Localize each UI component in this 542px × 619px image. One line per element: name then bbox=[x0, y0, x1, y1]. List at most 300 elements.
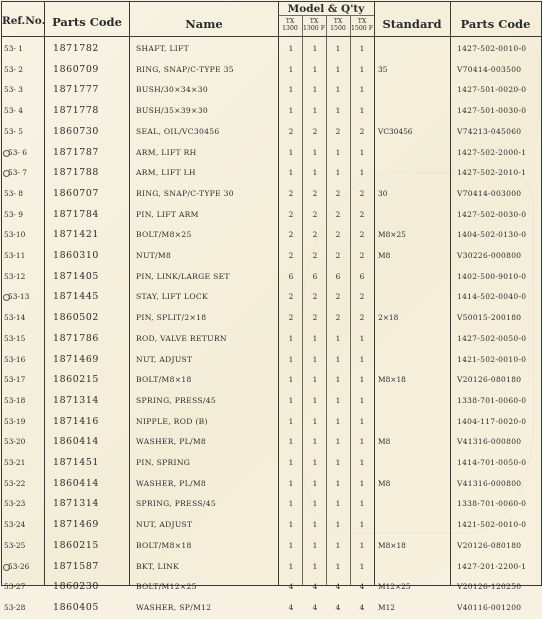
parts-code-cell: 1871778 bbox=[53, 105, 99, 117]
ref-no-cell: 53- 9 bbox=[4, 209, 23, 219]
parts-code-2-cell: 1338-701-0060-0 bbox=[457, 395, 527, 405]
qty-cell: 1 bbox=[312, 561, 318, 571]
model-2-line-1: TX bbox=[309, 18, 319, 25]
name-cell: BUSH/30×34×30 bbox=[136, 85, 208, 95]
qty-cell: 1 bbox=[335, 85, 341, 95]
parts-code-2-cell: V70414-003500 bbox=[457, 64, 522, 74]
parts-code-cell: 1860414 bbox=[53, 477, 99, 489]
parts-code-2-cell: 1421-502-0010-0 bbox=[457, 520, 527, 530]
qty-cell: 1 bbox=[288, 333, 294, 343]
ref-no-cell: 53-12 bbox=[4, 271, 26, 281]
ref-no-cell: 53-23 bbox=[4, 499, 26, 509]
parts-code-cell: 1871786 bbox=[53, 332, 99, 344]
standard-cell: M12×25 bbox=[378, 582, 411, 592]
standard-cell bbox=[378, 391, 446, 412]
parts-code-2-cell: 1421-502-0010-0 bbox=[457, 354, 527, 364]
qty-cell: 2 bbox=[288, 292, 294, 302]
table-row bbox=[2, 329, 541, 350]
table-row bbox=[2, 122, 541, 143]
qty-cell: 1 bbox=[312, 375, 318, 385]
table-row bbox=[2, 101, 541, 122]
qty-cell: 1 bbox=[288, 395, 294, 405]
qty-cell: 2 bbox=[312, 126, 318, 136]
table-row bbox=[2, 453, 541, 474]
qty-cell: 2 bbox=[335, 313, 341, 323]
qty-cell: 2 bbox=[288, 126, 294, 136]
parts-code-2-cell: V20126-120250 bbox=[457, 582, 522, 592]
ref-no-cell: 53-25 bbox=[4, 540, 26, 550]
standard-cell: M8 bbox=[378, 251, 391, 260]
model-3-line-2: 1500 bbox=[330, 25, 346, 32]
name-cell: WASHER, PL/M8 bbox=[136, 478, 207, 488]
standard-cell bbox=[378, 163, 446, 184]
name-cell: PIN, LINK/LARGE SET bbox=[136, 271, 230, 281]
standard-cell: VC30456 bbox=[378, 126, 413, 136]
header-model-3 bbox=[326, 18, 350, 32]
qty-cell: 1 bbox=[335, 64, 341, 74]
qty-cell: 2 bbox=[288, 251, 294, 260]
parts-code-2-cell: V40116-001200 bbox=[457, 602, 522, 612]
parts-code-cell: 1860215 bbox=[53, 539, 99, 551]
qty-cell: 1 bbox=[359, 561, 365, 571]
qty-cell: 4 bbox=[359, 582, 365, 592]
qty-cell: 1 bbox=[359, 499, 365, 509]
qty-cell: 1 bbox=[359, 375, 365, 385]
qty-cell: 2 bbox=[359, 292, 365, 302]
qty-cell: 1 bbox=[312, 499, 318, 509]
ref-no-cell: 53-18 bbox=[4, 395, 26, 405]
parts-code-2-cell: 1427-501-0030-0 bbox=[457, 106, 527, 116]
standard-cell: 35 bbox=[378, 64, 388, 74]
qty-cell: 1 bbox=[312, 478, 318, 488]
table-row bbox=[2, 246, 541, 267]
qty-cell: 1 bbox=[359, 437, 365, 447]
parts-code-2-cell: 1427-502-0030-0 bbox=[457, 209, 527, 219]
ref-no-cell: 53-14 bbox=[4, 313, 26, 323]
parts-code-2-cell: 1414-701-0050-0 bbox=[457, 458, 527, 467]
qty-cell: 2 bbox=[288, 209, 294, 219]
ref-no-cell: 53- 1 bbox=[4, 44, 23, 53]
model-header-rule bbox=[278, 15, 374, 16]
qty-cell: 1 bbox=[312, 44, 318, 53]
parts-code-cell: 1871777 bbox=[53, 84, 99, 96]
qty-cell: 2 bbox=[359, 313, 365, 323]
table-row bbox=[2, 184, 541, 205]
name-cell: WASHER, PL/M8 bbox=[136, 437, 207, 447]
qty-cell: 4 bbox=[312, 602, 318, 612]
ref-no-cell: 53- 4 bbox=[4, 106, 23, 116]
header-ref-no: Ref.No. bbox=[2, 15, 46, 27]
standard-cell bbox=[378, 39, 446, 60]
table-row bbox=[2, 267, 541, 288]
qty-cell: 1 bbox=[288, 499, 294, 509]
qty-cell: 1 bbox=[288, 375, 294, 385]
qty-cell: 1 bbox=[312, 437, 318, 447]
parts-code-2-cell: V30226-000800 bbox=[457, 251, 522, 260]
table-row bbox=[2, 370, 541, 391]
parts-code-cell: 1860709 bbox=[53, 63, 99, 75]
ref-no-cell: 53-20 bbox=[4, 437, 26, 447]
name-cell: ARM, LIFT LH bbox=[136, 168, 196, 178]
qty-cell: 1 bbox=[312, 85, 318, 95]
qty-cell: 1 bbox=[288, 106, 294, 116]
qty-cell: 2 bbox=[288, 230, 294, 240]
qty-cell: 1 bbox=[359, 147, 365, 157]
qty-cell: 4 bbox=[288, 602, 294, 612]
standard-cell: 30 bbox=[378, 188, 388, 198]
qty-cell: 1 bbox=[359, 416, 365, 426]
parts-code-2-cell: 1404-502-0130-0 bbox=[457, 230, 527, 240]
qty-cell: 1 bbox=[335, 106, 341, 116]
parts-code-2-cell: 1427-502-2000-1 bbox=[457, 147, 527, 157]
ref-no-cell: 53-19 bbox=[4, 416, 26, 426]
qty-cell: 1 bbox=[288, 64, 294, 74]
qty-cell: 1 bbox=[359, 333, 365, 343]
model-3-line-1: TX bbox=[333, 18, 343, 25]
qty-cell: 1 bbox=[288, 147, 294, 157]
header-bottom-rule bbox=[2, 36, 541, 37]
ref-no-cell: 53-10 bbox=[4, 230, 26, 240]
standard-cell bbox=[378, 267, 446, 288]
qty-cell: 2 bbox=[312, 209, 318, 219]
name-cell: ARM, LIFT RH bbox=[136, 147, 197, 157]
qty-cell: 2 bbox=[335, 230, 341, 240]
header-model-2 bbox=[302, 18, 326, 32]
header-model-1 bbox=[278, 18, 302, 32]
qty-cell: 1 bbox=[359, 540, 365, 550]
qty-cell: 1 bbox=[335, 478, 341, 488]
model-1-line-2: 1300 bbox=[282, 25, 298, 32]
qty-cell: 6 bbox=[335, 271, 341, 281]
qty-cell: 1 bbox=[312, 416, 318, 426]
parts-code-2-cell: 1402-500-9010-0 bbox=[457, 271, 527, 281]
qty-cell: 2 bbox=[359, 251, 365, 260]
qty-cell: 1 bbox=[335, 395, 341, 405]
table-row bbox=[2, 391, 541, 412]
name-cell: STAY, LIFT LOCK bbox=[136, 292, 208, 302]
qty-cell: 1 bbox=[335, 333, 341, 343]
standard-cell bbox=[378, 329, 446, 350]
ref-no-cell: 53- 7 bbox=[8, 168, 27, 178]
parts-code-cell: 1871469 bbox=[53, 353, 99, 365]
parts-code-cell: 1860730 bbox=[53, 125, 99, 137]
parts-code-2-cell: V41316-000800 bbox=[457, 437, 522, 447]
standard-cell: M8×18 bbox=[378, 540, 406, 550]
name-cell: NUT, ADJUST bbox=[136, 520, 193, 530]
parts-code-cell: 1871451 bbox=[53, 457, 99, 468]
parts-code-cell: 1871787 bbox=[53, 146, 99, 158]
qty-cell: 1 bbox=[288, 478, 294, 488]
standard-cell bbox=[378, 557, 446, 578]
model-4-line-1: TX bbox=[357, 18, 367, 25]
standard-cell bbox=[378, 494, 446, 515]
qty-cell: 1 bbox=[288, 437, 294, 447]
parts-code-cell: 1860230 bbox=[53, 581, 99, 593]
parts-code-2-cell: V41316-000800 bbox=[457, 478, 522, 488]
qty-cell: 1 bbox=[359, 168, 365, 178]
qty-cell: 4 bbox=[288, 582, 294, 592]
name-cell: BOLT/M12×25 bbox=[136, 582, 197, 592]
qty-cell: 1 bbox=[288, 354, 294, 364]
qty-cell: 2 bbox=[335, 209, 341, 219]
qty-cell: 2 bbox=[312, 188, 318, 198]
standard-cell bbox=[378, 350, 446, 371]
standard-cell: M12 bbox=[378, 602, 395, 612]
qty-cell: 6 bbox=[359, 271, 365, 281]
table-row bbox=[2, 60, 541, 81]
parts-code-2-cell: 1427-501-0020-0 bbox=[457, 85, 527, 95]
qty-cell: 1 bbox=[335, 416, 341, 426]
parts-code-2-cell: 1427-201-2200-1 bbox=[457, 561, 527, 571]
name-cell: RING, SNAP/C-TYPE 35 bbox=[136, 64, 234, 74]
ref-no-cell: 53-24 bbox=[4, 520, 26, 530]
qty-cell: 2 bbox=[359, 188, 365, 198]
model-4-line-2: 1500 F bbox=[350, 25, 373, 32]
parts-code-2-cell: 1427-502-0050-0 bbox=[457, 333, 527, 343]
qty-cell: 1 bbox=[335, 499, 341, 509]
parts-code-2-cell: V50015-200180 bbox=[457, 313, 522, 323]
ref-no-cell: 53- 8 bbox=[4, 188, 23, 198]
ref-no-cell: 53-22 bbox=[4, 478, 26, 488]
qty-cell: 4 bbox=[312, 582, 318, 592]
qty-cell: 2 bbox=[312, 292, 318, 302]
qty-cell: 1 bbox=[288, 540, 294, 550]
header-model-4 bbox=[350, 18, 374, 32]
qty-cell: 1 bbox=[359, 458, 365, 467]
parts-code-cell: 1871405 bbox=[53, 270, 99, 282]
table-row bbox=[2, 39, 541, 60]
qty-cell: 2 bbox=[312, 251, 318, 260]
parts-code-cell: 1860405 bbox=[53, 601, 99, 613]
name-cell: ROD, VALVE RETURN bbox=[136, 333, 227, 343]
qty-cell: 2 bbox=[335, 251, 341, 260]
qty-cell: 1 bbox=[359, 520, 365, 530]
qty-cell: 2 bbox=[312, 313, 318, 323]
qty-cell: 1 bbox=[288, 520, 294, 530]
parts-code-2-cell: V20126-080180 bbox=[457, 540, 522, 550]
parts-code-cell: 1871587 bbox=[53, 560, 99, 572]
qty-cell: 4 bbox=[335, 582, 341, 592]
header-standard: Standard bbox=[382, 17, 442, 31]
table-row bbox=[2, 557, 541, 578]
name-cell: NIPPLE, ROD (B) bbox=[136, 416, 208, 426]
qty-cell: 2 bbox=[359, 126, 365, 136]
ref-no-cell: 53- 2 bbox=[4, 64, 23, 74]
qty-cell: 1 bbox=[335, 354, 341, 364]
table-row bbox=[2, 577, 541, 598]
qty-cell: 2 bbox=[335, 188, 341, 198]
qty-cell: 1 bbox=[312, 540, 318, 550]
table-row bbox=[2, 474, 541, 495]
qty-cell: 1 bbox=[335, 540, 341, 550]
qty-cell: 1 bbox=[335, 437, 341, 447]
qty-cell: 1 bbox=[288, 561, 294, 571]
ref-no-cell: 53- 3 bbox=[4, 85, 23, 95]
name-cell: NUT/M8 bbox=[136, 251, 172, 260]
qty-cell: 1 bbox=[359, 395, 365, 405]
ref-no-cell: 53- 5 bbox=[4, 126, 23, 136]
standard-cell bbox=[378, 412, 446, 433]
qty-cell: 2 bbox=[359, 230, 365, 240]
ref-no-cell: 53-21 bbox=[4, 458, 26, 467]
standard-cell bbox=[378, 80, 446, 101]
parts-code-cell: 1871445 bbox=[53, 291, 99, 303]
table-row bbox=[2, 536, 541, 557]
model-1-line-1: TX bbox=[285, 18, 295, 25]
qty-cell: 1 bbox=[288, 416, 294, 426]
parts-code-cell: 1860502 bbox=[53, 312, 99, 324]
qty-cell: 1 bbox=[288, 458, 294, 467]
qty-cell: 1 bbox=[335, 44, 341, 53]
parts-code-2-cell: V20126-080180 bbox=[457, 375, 522, 385]
table-row bbox=[2, 350, 541, 371]
name-cell: BOLT/M8×25 bbox=[136, 230, 192, 240]
parts-code-2-cell: 1404-117-0020-0 bbox=[457, 416, 527, 426]
header-name: Name bbox=[185, 17, 223, 31]
table-row bbox=[2, 225, 541, 246]
standard-cell bbox=[378, 287, 446, 308]
ref-no-cell: 53-28 bbox=[4, 602, 26, 612]
table-row bbox=[2, 163, 541, 184]
standard-cell bbox=[378, 205, 446, 226]
name-cell: PIN, SPRING bbox=[136, 458, 191, 467]
qty-cell: 1 bbox=[312, 354, 318, 364]
ref-no-cell: 53-13 bbox=[8, 292, 30, 302]
standard-cell bbox=[378, 515, 446, 536]
qty-cell: 1 bbox=[359, 106, 365, 116]
qty-cell: 2 bbox=[288, 188, 294, 198]
qty-cell: 1 bbox=[359, 354, 365, 364]
parts-code-2-cell: V74213-045060 bbox=[457, 126, 522, 136]
name-cell: PIN, SPLIT/2×18 bbox=[136, 313, 207, 323]
parts-code-cell: 1871421 bbox=[53, 229, 99, 241]
ref-no-cell: 53- 6 bbox=[8, 147, 27, 157]
qty-cell: 1 bbox=[312, 64, 318, 74]
parts-code-cell: 1871469 bbox=[53, 519, 99, 531]
parts-code-2-cell: 1414-502-0040-0 bbox=[457, 292, 527, 302]
qty-cell: 2 bbox=[359, 209, 365, 219]
parts-code-2-cell: 1427-502-0010-0 bbox=[457, 44, 527, 53]
name-cell: RING, SNAP/C-TYPE 30 bbox=[136, 188, 234, 198]
table-row bbox=[2, 412, 541, 433]
parts-code-2-cell: 1427-502-2010-1 bbox=[457, 168, 527, 178]
ref-no-cell: 53-27 bbox=[4, 582, 26, 592]
qty-cell: 4 bbox=[335, 602, 341, 612]
qty-cell: 6 bbox=[288, 271, 294, 281]
table-row bbox=[2, 308, 541, 329]
standard-cell bbox=[378, 143, 446, 164]
qty-cell: 1 bbox=[335, 520, 341, 530]
name-cell: SPRING, PRESS/45 bbox=[136, 499, 216, 509]
qty-cell: 4 bbox=[359, 602, 365, 612]
table-row bbox=[2, 287, 541, 308]
name-cell: BOLT/M8×18 bbox=[136, 375, 192, 385]
parts-list-sheet bbox=[1, 1, 542, 613]
header-model-qty: Model & Q'ty bbox=[287, 3, 365, 15]
qty-cell: 2 bbox=[312, 230, 318, 240]
qty-cell: 1 bbox=[335, 458, 341, 467]
qty-cell: 6 bbox=[312, 271, 318, 281]
name-cell: SPRING, PRESS/45 bbox=[136, 395, 216, 405]
standard-cell bbox=[378, 453, 446, 474]
name-cell: SEAL, OIL/VC30456 bbox=[136, 126, 220, 136]
parts-code-cell: 1860215 bbox=[53, 374, 99, 386]
table-row bbox=[2, 80, 541, 101]
name-cell: SHAFT, LIFT bbox=[136, 44, 190, 53]
qty-cell: 1 bbox=[359, 85, 365, 95]
parts-code-cell: 1860310 bbox=[53, 250, 99, 261]
table-row bbox=[2, 515, 541, 536]
parts-code-cell: 1871782 bbox=[53, 43, 99, 54]
name-cell: BOLT/M8×18 bbox=[136, 540, 192, 550]
standard-cell: M8 bbox=[378, 437, 391, 447]
table-row bbox=[2, 205, 541, 226]
qty-cell: 1 bbox=[335, 147, 341, 157]
qty-cell: 1 bbox=[359, 44, 365, 53]
standard-cell bbox=[378, 101, 446, 122]
qty-cell: 1 bbox=[335, 375, 341, 385]
name-cell: NUT, ADJUST bbox=[136, 354, 193, 364]
parts-code-cell: 1871416 bbox=[53, 415, 99, 427]
parts-code-cell: 1871788 bbox=[53, 167, 99, 179]
standard-cell: M8×25 bbox=[378, 230, 406, 240]
name-cell: PIN, LIFT ARM bbox=[136, 209, 199, 219]
standard-cell: M8×18 bbox=[378, 375, 406, 385]
parts-code-cell: 1871314 bbox=[53, 498, 99, 510]
parts-code-cell: 1871314 bbox=[53, 394, 99, 406]
qty-cell: 1 bbox=[359, 478, 365, 488]
qty-cell: 1 bbox=[335, 168, 341, 178]
parts-code-2-cell: V70414-003000 bbox=[457, 188, 522, 198]
qty-cell: 1 bbox=[288, 168, 294, 178]
table-row bbox=[2, 432, 541, 453]
qty-cell: 1 bbox=[312, 147, 318, 157]
qty-cell: 2 bbox=[335, 126, 341, 136]
qty-cell: 1 bbox=[312, 333, 318, 343]
qty-cell: 1 bbox=[335, 561, 341, 571]
ref-no-cell: 53-26 bbox=[8, 561, 30, 571]
qty-cell: 1 bbox=[312, 106, 318, 116]
header-parts-code-2: Parts Code bbox=[460, 17, 531, 31]
qty-cell: 1 bbox=[312, 168, 318, 178]
standard-cell: 2×18 bbox=[378, 313, 399, 323]
ref-no-cell: 53-15 bbox=[4, 333, 26, 343]
parts-code-2-cell: 1338-701-0060-0 bbox=[457, 499, 527, 509]
ref-no-cell: 53-11 bbox=[4, 251, 26, 260]
model-2-line-2: 1300 F bbox=[302, 25, 325, 32]
table-row bbox=[2, 598, 541, 619]
qty-cell: 2 bbox=[335, 292, 341, 302]
qty-cell: 1 bbox=[312, 395, 318, 405]
parts-code-cell: 1871784 bbox=[53, 208, 99, 220]
name-cell: WASHER, SP/M12 bbox=[136, 602, 212, 612]
parts-code-cell: 1860414 bbox=[53, 436, 99, 448]
qty-cell: 1 bbox=[288, 44, 294, 53]
ref-no-cell: 53-17 bbox=[4, 375, 26, 385]
qty-cell: 1 bbox=[312, 520, 318, 530]
qty-cell: 1 bbox=[288, 85, 294, 95]
qty-cell: 2 bbox=[288, 313, 294, 323]
parts-code-cell: 1860707 bbox=[53, 187, 99, 199]
table-row bbox=[2, 494, 541, 515]
standard-cell: M8 bbox=[378, 478, 391, 488]
name-cell: BKT, LINK bbox=[136, 561, 180, 571]
header-parts-code: Parts Code bbox=[52, 15, 122, 29]
name-cell: BUSH/35×39×30 bbox=[136, 106, 208, 116]
qty-cell: 1 bbox=[359, 64, 365, 74]
table-row bbox=[2, 143, 541, 164]
ref-no-cell: 53-16 bbox=[4, 354, 26, 364]
